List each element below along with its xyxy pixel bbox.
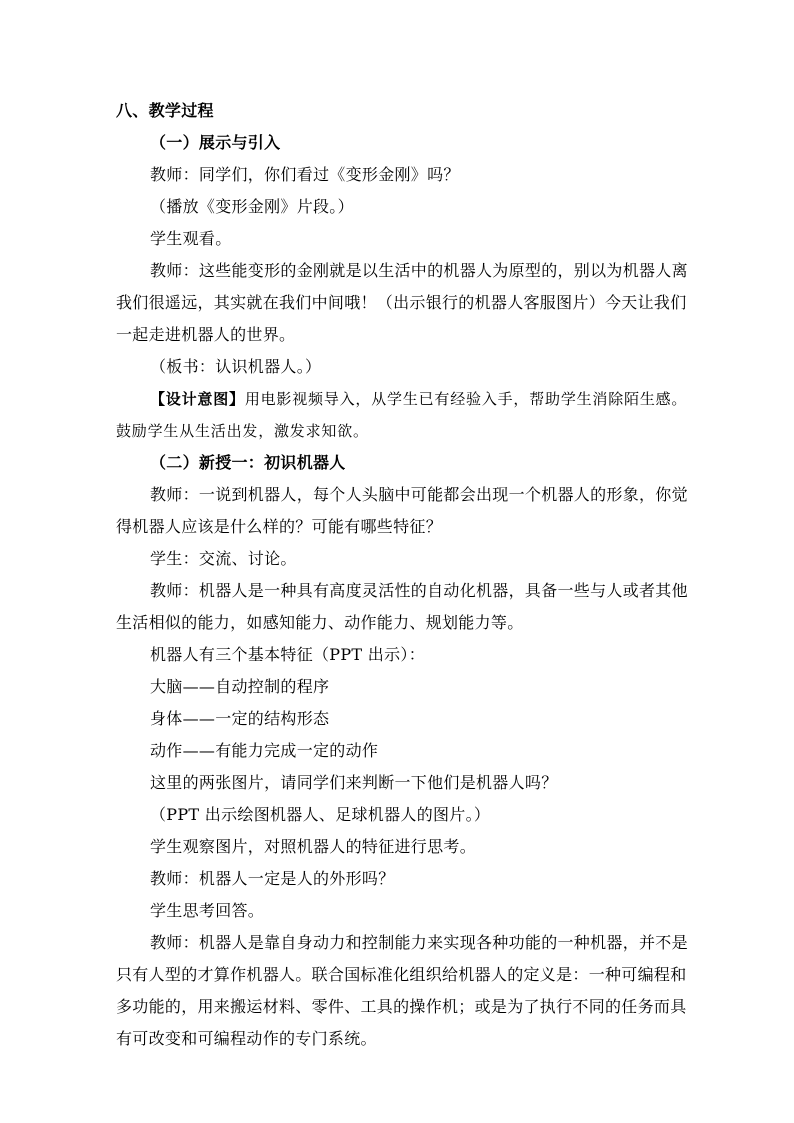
feature-body: 身体——一定的结构形态: [150, 709, 330, 728]
paragraph-teacher-question: 教师：同学们，你们看过《变形金刚》吗？: [150, 165, 460, 184]
design-intent-line-2: 鼓励学生从生活出发，激发求知欲。: [116, 422, 369, 440]
paragraph-un-definition-line-1: 教师：机器人是靠自身动力和控制能力来实现各种功能的一种机器，并不是: [150, 933, 688, 952]
paragraph-students-observe: 学生观察图片，对照机器人的特征进行思考。: [150, 837, 477, 856]
paragraph-play-clip: （播放《变形金刚》片段。）: [150, 197, 354, 216]
paragraph-students-watch: 学生观看。: [150, 229, 232, 248]
section-heading: 八、教学过程: [116, 101, 214, 120]
paragraph-robot-image-line-2: 得机器人应该是什么样的？可能有哪些特征？: [116, 517, 443, 536]
paragraph-teacher-shape-question: 教师：机器人一定是人的外形吗？: [150, 869, 395, 888]
paragraph-robot-definition-line-2: 生活相似的能力，如感知能力、动作能力、规划能力等。: [116, 613, 524, 632]
design-intent-text-1: 用电影视频导入，从学生已有经验入手，帮助学生消除陌生感。: [244, 390, 688, 408]
paragraph-student-discuss: 学生：交流、讨论。: [150, 549, 297, 568]
design-intent-line-1: [150, 389, 687, 409]
paragraph-students-answer: 学生思考回答。: [150, 901, 265, 920]
paragraph-two-pictures: 这里的两张图片，请同学们来判断一下他们是机器人吗？: [150, 773, 558, 792]
paragraph-teacher-intro-line-3: 一起走进机器人的世界。: [116, 325, 296, 344]
paragraph-board-note: （板书：认识机器人。）: [150, 357, 322, 376]
paragraph-robot-image-line-1: 教师：一说到机器人，每个人头脑中可能都会出现一个机器人的形象，你觉: [150, 485, 688, 504]
paragraph-robot-definition-line-1: 教师：机器人是一种具有高度灵活性的自动化机器，具备一些与人或者其他: [150, 581, 688, 600]
feature-action: 动作——有能力完成一定的动作: [150, 741, 379, 760]
paragraph-ppt-pictures: （PPT 出示绘图机器人、足球机器人的图片。）: [150, 805, 491, 824]
paragraph-un-definition-line-4: 有可改变和可编程动作的专门系统。: [116, 1029, 377, 1048]
subsection-heading-1: （一）展示与引入: [150, 133, 281, 152]
paragraph-un-definition-line-2: 只有人型的才算作机器人。联合国标准化组织给机器人的定义是：一种可编程和: [116, 965, 687, 984]
paragraph-teacher-intro-line-1: 教师：这些能变形的金刚就是以生活中的机器人为原型的，别以为机器人离: [150, 261, 688, 280]
paragraph-teacher-intro-line-2: 我们很遥远，其实就在我们中间哦！（出示银行的机器人客服图片）今天让我们: [116, 293, 687, 312]
paragraph-un-definition-line-3: 多功能的，用来搬运材料、零件、工具的操作机；或是为了执行不同的任务而具: [116, 997, 687, 1016]
paragraph-three-features: 机器人有三个基本特征（PPT 出示）：: [150, 645, 425, 664]
feature-brain: 大脑——自动控制的程序: [150, 677, 330, 696]
design-intent-label: 【设计意图】: [150, 390, 245, 408]
subsection-heading-2: （二）新授一：初识机器人: [150, 453, 346, 472]
